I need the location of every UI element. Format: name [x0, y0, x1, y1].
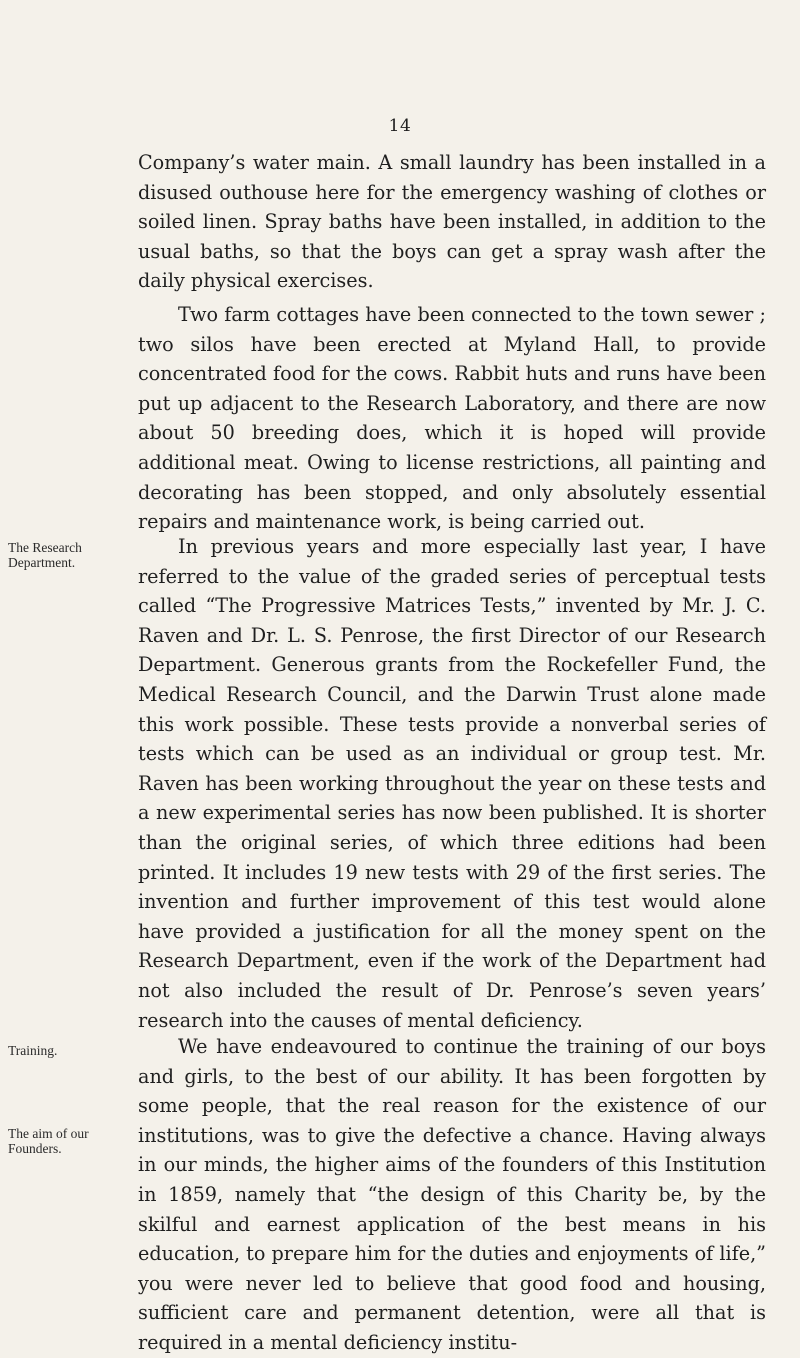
- margin-note-research-department: The Research Department.: [8, 540, 82, 570]
- paragraph-farm-cottages: Two farm cottages have been connected to the town sewer ; two silos have been erected at Myland Hall, to provide concentrated food for the cows. Rabbit huts and runs have been put up adjacent to the Research Laboratory, and there are now about 50 breeding does, which it is hoped will provide additional meat. Owing to license restrictions, all painting and decorating has been stopped, and only absolutely essential repairs and maintenance work, is being carried out.: [138, 303, 766, 534]
- page-number: 14: [388, 116, 412, 136]
- margin-note-training: Training.: [8, 1043, 58, 1058]
- margin-note-aim-of-founders: The aim of our Founders.: [8, 1126, 89, 1156]
- paragraph-training: We have endeavoured to continue the training of our boys and girls, to the best of our ability. It has been forgotten by some people, that the real reason for the existence of our institutions, was to give the defective a chance. Having always in our minds, the higher aims of the founders of this Institution in 1859, namely that “the design of this Charity be, by the skilful and earnest application of the best means in his education, to prepare him for the duties and enjoyments of life,” you were never led to believe that good food and housing, sufficient care and permanent detention, were all that is required in a mental deficiency institu-: [138, 1035, 766, 1354]
- paragraph-laundry: Company’s water main. A small laundry has been installed in a disused outhouse here for the emergency washing of clothes or soiled linen. Spray baths have been installed, in addition to the usual baths, so that the boys can get a spray wash after the daily physical exercises.: [138, 151, 766, 293]
- paragraph-research-department: In previous years and more especially last year, I have referred to the value of the graded series of perceptual tests called “The Progressive Matrices Tests,” invented by Mr. J. C. Raven and Dr. L. S. Penrose, the first Director of our Research Department. Generous grants from the Rockefeller Fund, the Medical Research Council, and the Darwin Trust alone made this work possible. These tests provide a nonverbal series of tests which can be used as an individual or group test. Mr. Raven has been working throughout the year on these tests and a new experimental series has now been published. It is shorter than the original series, of which three editions had been printed. It includes 19 new tests with 29 of the first series. The invention and further improvement of this test would alone have provided a justification for all the money spent on the Research Department, even if the work of the Department had not also included the result of Dr. Penrose’s seven years’ research into the causes of mental deficiency.: [138, 535, 766, 1032]
